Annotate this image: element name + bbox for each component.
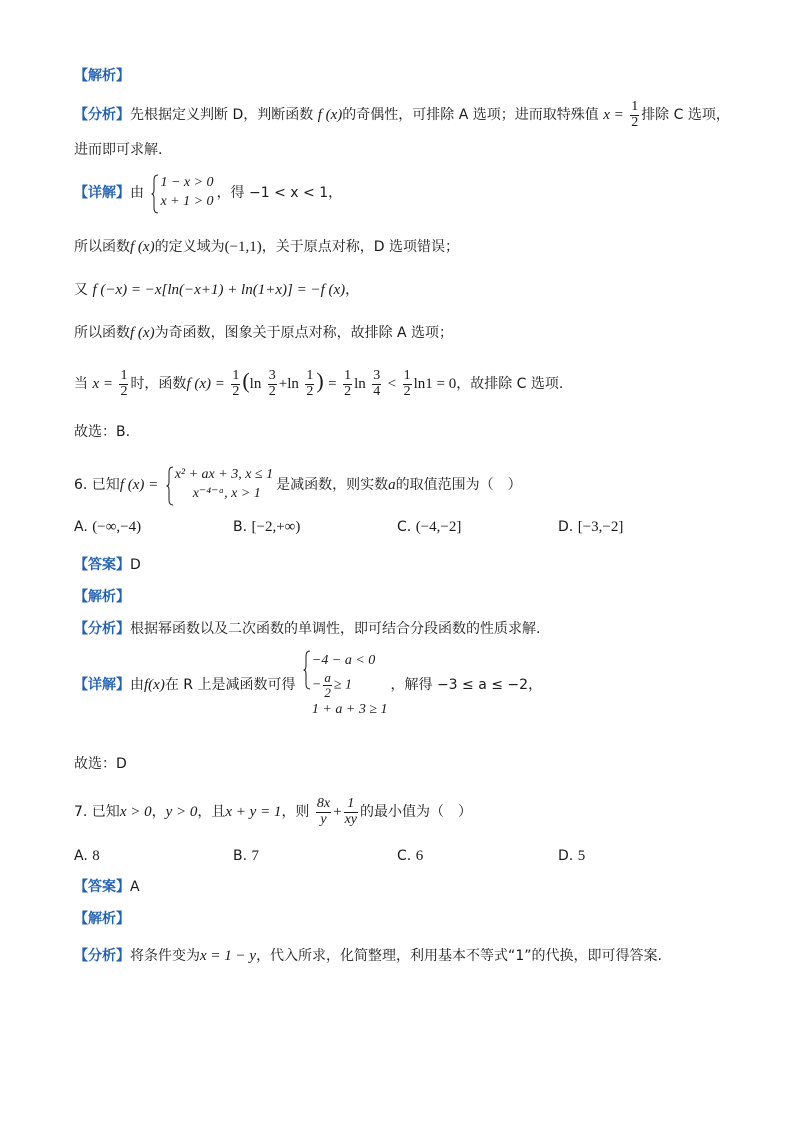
math-expression: x = 1 − y <box>200 948 257 964</box>
question-text: 是减函数，则实数 <box>276 476 389 493</box>
option-d <box>558 519 623 536</box>
minus-sign: − <box>311 677 322 693</box>
text: ， <box>345 282 360 298</box>
system-row <box>312 671 388 699</box>
choice-5 <box>74 424 130 441</box>
option-letter: C. <box>397 848 412 864</box>
choice-text: 故选：D <box>74 756 127 772</box>
jiexi-tag: 【解析】 <box>74 589 130 605</box>
analysis-text: 的奇偶性，可排除 A 选项；进而取特殊值 <box>342 107 599 124</box>
plus-sign: + <box>333 804 342 821</box>
option-value: (−4,−2] <box>415 519 462 535</box>
option-a <box>74 519 141 536</box>
option-letter: A. <box>74 848 88 864</box>
option-b <box>233 848 259 865</box>
option-value: 8 <box>92 848 100 864</box>
left-brace-icon <box>166 466 174 506</box>
frac-denominator: 2 <box>631 114 639 130</box>
daan-tag: 【答案】 <box>74 557 130 573</box>
analysis-text: 进而即可求解. <box>74 142 163 158</box>
frac-denominator: 2 <box>324 684 331 700</box>
fenxi-tag: 【分析】 <box>74 948 130 964</box>
option-b <box>233 519 300 536</box>
option-d <box>558 848 585 865</box>
option-value: [−3,−2] <box>577 519 624 535</box>
jiexi-heading-3 <box>74 911 130 928</box>
detail-5-line3 <box>74 281 359 299</box>
fenxi-tag: 【分析】 <box>74 621 130 637</box>
analysis-6 <box>74 621 540 638</box>
frac-denominator: xy <box>344 811 358 827</box>
choice-6 <box>74 756 127 773</box>
text: ，故排除 C 选项. <box>456 376 564 392</box>
analysis-text: ，代入所求，化简整理，利用基本不等式“1”的代换，即可得答案. <box>256 948 662 964</box>
text: 为奇函数，图象关于原点对称，故排除 A 选项； <box>154 325 454 341</box>
detail-text: 在 R 上是减函数可得 <box>164 677 296 694</box>
ge-one: ≥ 1 <box>333 677 353 693</box>
analysis-text: 将条件变为 <box>130 948 200 964</box>
analysis-5-line1 <box>74 100 730 130</box>
detail-text: ，解得 −3 ≤ a ≤ −2， <box>390 677 543 694</box>
question-text: 的最小值为（ ） <box>360 804 473 821</box>
math-ln: ln <box>249 376 262 392</box>
analysis-text: 根据幂函数以及二次函数的单调性，即可结合分段函数的性质求解. <box>130 621 541 637</box>
option-value: 5 <box>577 848 586 864</box>
frac-numerator: 1 <box>344 797 358 813</box>
fraction-three-quarters: $\frac{3}{4}$ <box>373 367 381 399</box>
system-row: 1 + a + 3 ≥ 1 <box>311 702 388 718</box>
text: ，关于原点对称，D 选项错误； <box>261 239 460 255</box>
math-ln1: ln1 = 0 <box>413 376 457 392</box>
math-interval: (−1,1) <box>224 239 262 255</box>
math-fx: f (x) <box>317 107 343 124</box>
question-number: 6. 已知 <box>74 476 120 493</box>
detail-text: 由 <box>130 184 144 201</box>
xiangjie-tag: 【详解】 <box>74 677 130 694</box>
system-row: 1 − x > 0 <box>160 175 214 190</box>
text: ，则 <box>281 804 310 821</box>
answer-value: A <box>130 879 140 895</box>
fraction-one-half <box>630 100 639 130</box>
option-c <box>397 848 423 865</box>
math-fx: f (x) = <box>186 376 225 392</box>
option-letter: A. <box>74 519 88 535</box>
daan-tag: 【答案】 <box>74 879 130 895</box>
math-lt: < <box>387 376 397 392</box>
detail-5-line1 <box>74 174 342 212</box>
text: 所以函数 <box>74 239 130 255</box>
piece-row: x⁻⁴⁻ᵃ, x > 1 <box>192 485 261 501</box>
equation-system <box>151 174 213 212</box>
choice-text: 故选：B. <box>74 424 131 440</box>
jiexi-tag: 【解析】 <box>74 68 130 84</box>
math-x-eq: x = <box>603 107 624 124</box>
math-cond: x > 0 <box>119 804 152 821</box>
question-6 <box>74 466 522 504</box>
jiexi-heading-1 <box>74 68 130 85</box>
math-fx: f (x) <box>130 239 155 255</box>
fraction-one-half: $\frac{1}{2}$ <box>344 367 352 399</box>
system-row: −4 − a < 0 <box>311 653 376 668</box>
question-number: 7. 已知 <box>74 804 120 821</box>
jiexi-tag: 【解析】 <box>74 911 130 927</box>
text: 所以函数 <box>74 325 130 341</box>
math-eq: = <box>328 376 337 392</box>
option-value: 7 <box>251 848 260 864</box>
fraction-one-half: $\frac{1}{2}$ <box>120 367 128 399</box>
math-a: a <box>388 476 396 493</box>
math-odd-expression: f (−x) = −x[ln(−x+1) + ln(1+x)] = −f (x) <box>92 282 346 298</box>
analysis-text: 先根据定义判断 D，判断函数 <box>130 107 314 124</box>
fraction-three-halves: $\frac{3}{2}$ <box>268 367 276 399</box>
answer-7 <box>74 879 140 896</box>
fraction-8x-over-y <box>316 797 331 827</box>
math-fx: f(x) <box>144 677 165 694</box>
piecewise-function <box>166 466 273 504</box>
math-plus-ln: +ln <box>278 376 299 392</box>
fenxi-tag: 【分析】 <box>74 107 130 124</box>
analysis-5-line2 <box>74 142 162 159</box>
option-value: (−∞,−4) <box>92 519 142 535</box>
math-cond: y > 0 <box>165 804 198 821</box>
question-7 <box>74 797 472 827</box>
option-letter: C. <box>397 519 412 535</box>
text: 又 <box>74 282 88 298</box>
answer-6 <box>74 557 141 574</box>
text: 的定义域为 <box>154 239 225 255</box>
analysis-7 <box>74 947 662 965</box>
question-text: 的取值范围为（ ） <box>395 476 522 493</box>
frac-denominator: y <box>320 811 327 827</box>
detail-5-line4 <box>74 324 453 342</box>
detail-text: 由 <box>130 677 144 694</box>
frac-numerator: 1 <box>631 99 639 114</box>
option-value: 6 <box>415 848 424 864</box>
option-letter: B. <box>233 848 248 864</box>
left-brace-icon <box>151 174 159 214</box>
detail-text: ，得 −1 < x < 1， <box>216 184 343 201</box>
option-c <box>397 519 461 536</box>
fraction-1-over-xy <box>344 797 358 827</box>
math-x-eq: x = <box>92 376 113 392</box>
jiexi-heading-2 <box>74 589 130 606</box>
left-brace-icon <box>303 650 311 690</box>
frac-numerator: a <box>324 670 331 685</box>
math-fx: f (x) <box>130 325 155 341</box>
fraction-one-half: $\frac{1}{2}$ <box>403 367 411 399</box>
text: 时，函数 <box>130 376 187 392</box>
system-row: x + 1 > 0 <box>160 193 214 209</box>
option-letter: D. <box>558 519 574 535</box>
detail-5-line2 <box>74 238 459 256</box>
answer-value: D <box>130 557 141 573</box>
option-letter: D. <box>558 848 574 864</box>
detail-5-line5: 当 x = $\frac{1}{2}$ 时，函数f (x) = $\frac{1}{2}$ (ln $\frac{3}{2}$ +ln $\frac{1}{2}$ ) = $\frac{1}{2}$ ln $\frac{3}{4}$ < $\frac{1}{2}$ ln1 = 0，故排除 C 选项. <box>74 367 564 399</box>
fraction-one-half: $\frac{1}{2}$ <box>306 367 314 399</box>
xiangjie-tag: 【详解】 <box>74 184 130 201</box>
option-value: [−2,+∞) <box>251 519 301 535</box>
analysis-text: 排除 C 选项， <box>641 107 730 124</box>
comma: ， <box>151 804 166 821</box>
detail-6 <box>74 650 542 720</box>
math-fx: f (x) = <box>119 476 159 493</box>
fraction-a-over-2 <box>323 671 332 699</box>
option-a <box>74 848 100 865</box>
text: ，且 <box>197 804 226 821</box>
inequality-system <box>303 650 388 720</box>
frac-numerator: 8x <box>316 796 331 811</box>
math-cond: x + y = 1 <box>225 804 282 821</box>
fraction-one-half: $\frac{1}{2}$ <box>232 367 240 399</box>
text: 当 <box>74 376 88 392</box>
piece-row: x² + ax + 3, x ≤ 1 <box>174 467 274 482</box>
option-letter: B. <box>233 519 248 535</box>
